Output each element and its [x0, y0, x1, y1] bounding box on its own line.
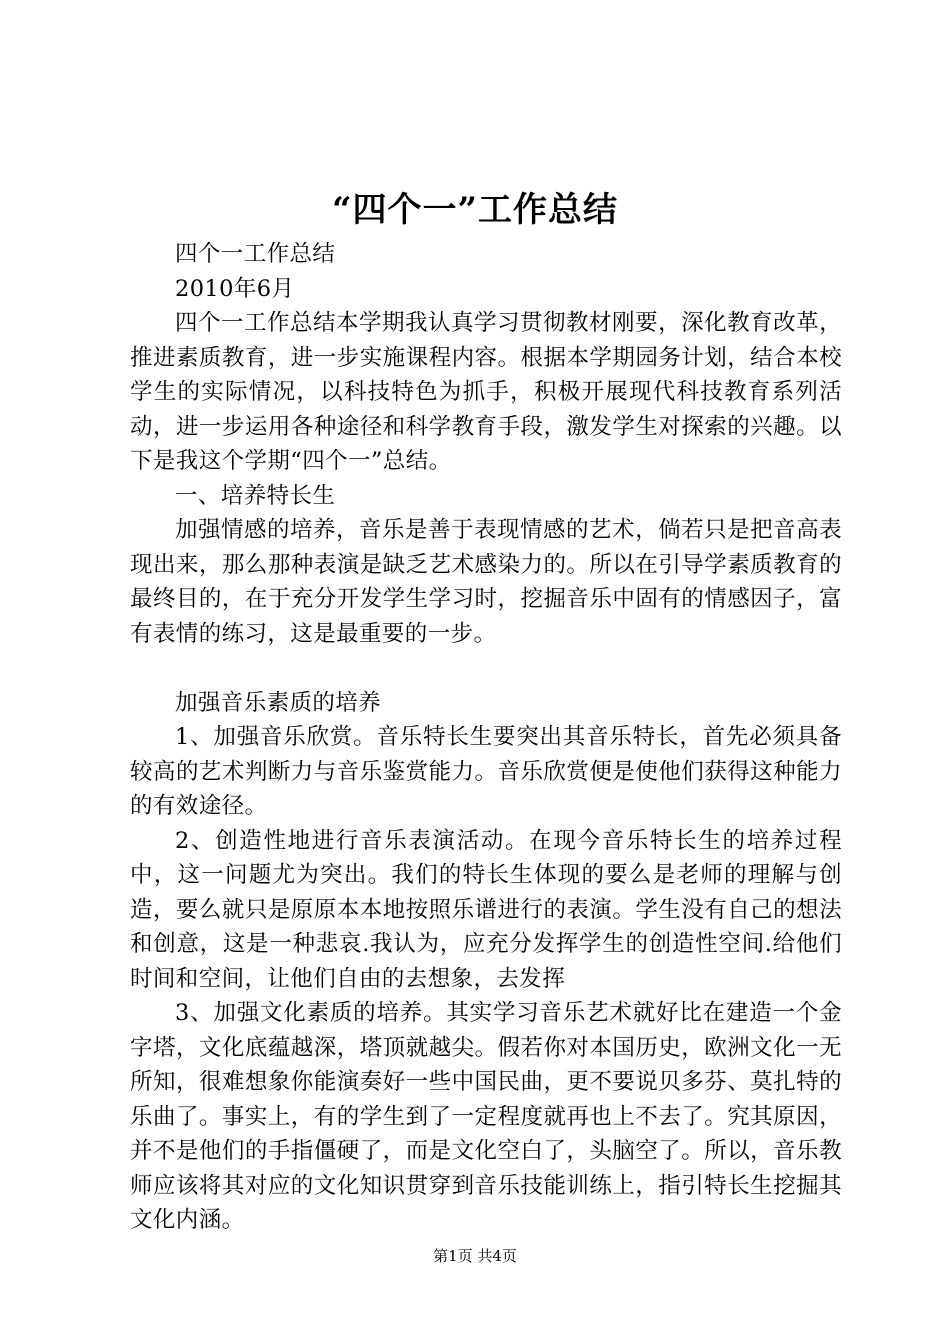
point-1-paragraph: 1、加强音乐欣赏。音乐特长生要突出其音乐特长，首先必须具备较高的艺术判断力与音乐鉴赏能力。音乐欣赏便是使他们获得这种能力的有效途径。 — [130, 724, 842, 819]
section-heading: 一、培养特长生 — [175, 482, 336, 509]
document-body — [130, 237, 842, 1238]
emotion-paragraph: 加强情感的培养，音乐是善于表现情感的艺术，倘若只是把音高表现出来，那么那种表演是缺乏艺术感染力的。所以在引导学素质教育的最终目的，在于充分开发学生学习时，挖掘音乐中固有的情感因子，富有表情的练习，这是最重要的一步。 — [130, 517, 842, 647]
date-line: 2010年6月 — [175, 275, 295, 302]
point-2-paragraph: 2、创造性地进行音乐表演活动。在现今音乐特长生的培养过程中，这一问题尤为突出。我们的特长生体现的要么是老师的理解与创造，要么就只是原原本本地按照乐谱进行的表演。学生没有自己的想法和创意，这是一种悲哀.我认为，应充分发挥学生的创造性空间.给他们时间和空间，让他们自由的去想象，去发挥 — [130, 827, 842, 992]
intro-paragraph: 四个一工作总结本学期我认真学习贯彻教材刚要，深化教育改革，推进素质教育，进一步实施课程内容。根据本学期园务计划，结合本校学生的实际情况，以科技特色为抓手，积极开展现代科技教育系列活动，进一步运用各种途径和科学教育手段，激发学生对探索的兴趣。以下是我这个学期“四个一”总结。 — [130, 310, 842, 474]
music-quality-heading: 加强音乐素质的培养 — [175, 689, 382, 716]
point-3-paragraph: 3、加强文化素质的培养。其实学习音乐艺术就好比在建造一个金字塔，文化底蕴越深，塔顶就越尖。假若你对本国历史，欧洲文化一无所知，很难想象你能演奏好一些中国民曲，更不要说贝多芬、莫扎特的乐曲了。事实上，有的学生到了一定程度就再也上不去了。究其原因，并不是他们的手指僵硬了，而是文化空白了，头脑空了。所以，音乐教师应该将其对应的文化知识贯穿到音乐技能训练上，指引特长生挖掘其文化内涵。 — [130, 1000, 842, 1233]
document-title: “四个一”工作总结 — [331, 190, 619, 230]
page-footer: 第1页 共4页 — [433, 1247, 517, 1265]
subtitle-line: 四个一工作总结 — [175, 241, 336, 267]
